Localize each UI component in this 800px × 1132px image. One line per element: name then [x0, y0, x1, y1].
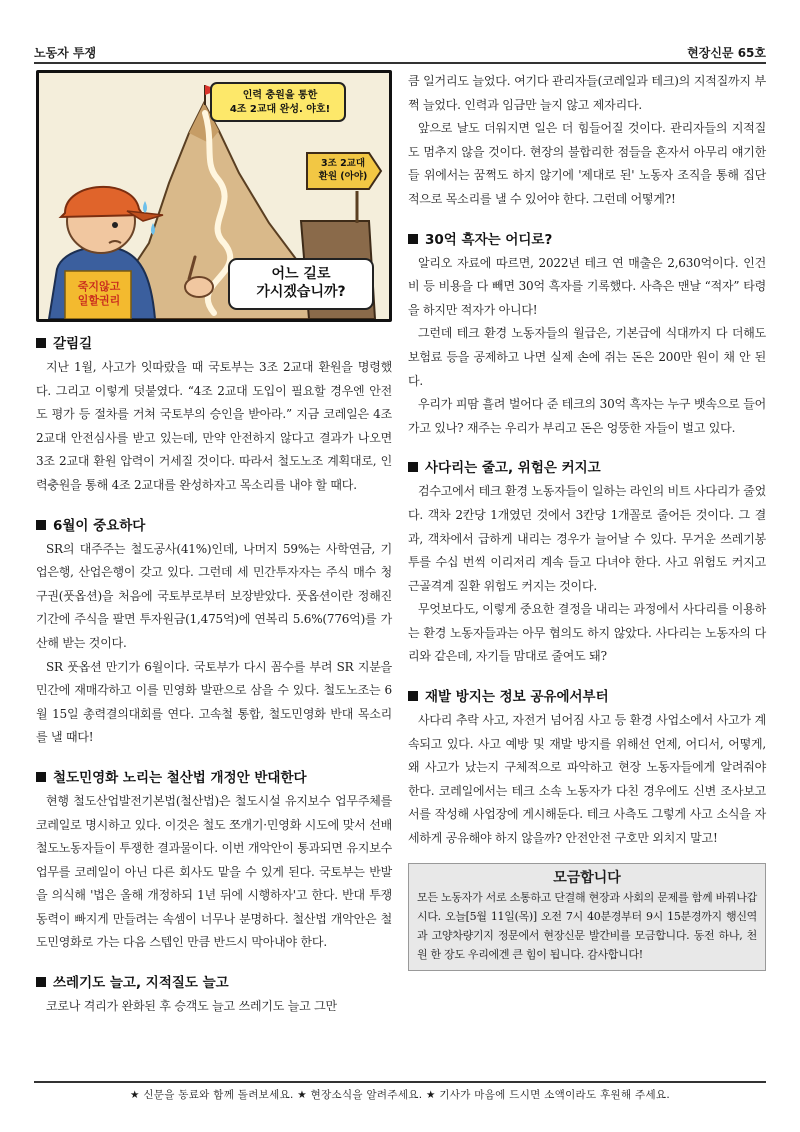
issue-number: 현장신문 65호	[687, 46, 766, 60]
article-section	[36, 334, 392, 498]
notice-body: 모든 노동자가 서로 소통하고 단결해 현장과 사회의 문제를 함께 바꿔나갑시다. 오늘[5월 11일(목)] 오전 7시 40분경부터 9시 15분경까지 행신역과 고양차량기지 정문에서 현장신문 발간비를 모금합니다. 동전 하나, 천 원 한 장도 우리에겐 큰 힘이 됩니다. 감사합니다!	[417, 890, 757, 961]
section-heading	[408, 458, 766, 478]
right-column	[408, 70, 766, 971]
paragraph: SR 풋옵션 만기가 6월이다. 국토부가 다시 꼼수를 부려 SR 지분을 민간에 재매각하고 이를 민영화 발판으로 삼을 수 있다. 철도노조는 6월 15일 총력결의대회를 연다. 고속철 통합, 철도민영화 반대 목소리를 낼 때다!	[36, 659, 392, 745]
sign-line-2: 환원 (아야)	[318, 171, 368, 182]
heading-text: 6월이 중요하다	[53, 517, 146, 534]
header-divider	[34, 62, 766, 64]
section-heading	[36, 768, 392, 788]
paragraph: 우리가 피땀 흘려 벌어다 준 테크의 30억 흑자는 누구 뱃속으로 들어가고 있나? 재주는 우리가 부리고 돈은 엉뚱한 자들이 벌고 있다.	[408, 397, 766, 435]
fundraising-notice-box	[408, 863, 766, 971]
paragraph: 검수고에서 테크 환경 노동자들이 일하는 라인의 비트 사다리가 줄었다. 객차 2칸당 1개였던 것에서 3칸당 1개꼴로 줄어든 것이다. 그 결과, 객차에서 급하게 내리는 경우가 늘어날 수 있다. 무거운 쓰레기봉투를 수십 번씩 이리저리 계속 들고 다녀야 한다. 사고 위험도 커지고 근골격계 질환 위험도 커지는 것이다.	[408, 484, 766, 593]
bullet-square-icon	[36, 977, 46, 987]
notice-title: 모금합니다	[553, 869, 621, 886]
vest-slogan	[69, 280, 129, 308]
paragraph: 코로나 격리가 완화된 후 승객도 늘고 쓰레기도 늘고 그만	[46, 999, 337, 1014]
cartoon-illustration	[36, 70, 392, 322]
heading-text: 사다리는 줄고, 위험은 커지고	[425, 460, 601, 477]
continued-paragraph: 앞으로 날도 더워지면 일은 더 힘들어질 것이다. 관리자들의 지적질도 멈추지 않을 것이다. 현장의 불합리한 점들을 혼자서 아무리 얘기한들 위에서는 꿈쩍도 하지 않기에 '제대로 된' 노동자 조직을 통해 집단적으로 목소리를 낼 수 있어야 한다. 그런데 어떻게?!	[408, 121, 766, 206]
paragraph: 현행 철도산업발전기본법(철산법)은 철도시설 유지보수 업무주체를 코레일로 명시하고 있다. 이것은 철도 쪼개기·민영화 시도에 맞서 선배 철도노동자들이 투쟁한 결과물이다. 이번 개악안이 통과되면 유지보수 업무를 코레일이 아닌 다른 회사도 맡을 수 있게 된다. 국토부는 반발을 의식해 '법은 올해 개정하되 1년 뒤에 시행하자'고 한다. 반대 투쟁 동력이 빠지게 만들려는 속셈이 너무나 분명하다. 철산법 개악안은 철도민영화로 가는 다음 스텝인 만큼 반드시 막아내야 한다.	[36, 793, 392, 950]
heading-text: 쓰레기도 늘고, 지적질도 늘고	[53, 975, 229, 992]
heading-text: 30억 흑자는 어디로?	[425, 231, 553, 248]
article-section	[36, 768, 392, 955]
peak-speech-bubble	[213, 85, 347, 121]
section-heading	[36, 334, 392, 354]
paragraph: 알리오 자료에 따르면, 2022년 테크 연 매출은 2,630억이다. 인건비 등 비용을 다 빼면 30억 흑자를 기록했다. 사측은 맨날 “적자” 타령을 하지만 적자가 아니다!	[408, 255, 766, 317]
section-heading	[408, 230, 766, 250]
bullet-square-icon	[408, 691, 418, 701]
peak-bubble-line-1: 인력 충원을 통한	[242, 90, 318, 101]
heading-text: 철도민영화 노리는 철산법 개정안 반대한다	[53, 769, 307, 786]
heading-text: 갈림길	[53, 336, 93, 352]
bullet-square-icon	[36, 520, 46, 530]
bullet-square-icon	[408, 462, 418, 472]
section-heading	[36, 973, 392, 993]
section-heading	[408, 687, 766, 707]
heading-text: 재발 방지는 정보 공유에서부터	[425, 689, 609, 706]
article-section	[408, 458, 766, 669]
paragraph: 그런데 테크 환경 노동자들의 월급은, 기본급에 식대까지 다 더해도 보험료 등을 공제하고 나면 실제 손에 쥐는 돈은 200만 원이 채 안 된다.	[408, 326, 766, 388]
footer-divider	[34, 1081, 766, 1083]
article-section	[408, 687, 766, 851]
article-section	[36, 516, 392, 750]
continued-paragraph: 큼 일거리도 늘었다. 여기다 관리자들(코레일과 테크)의 지적질까지 부쩍 늘었다. 인력과 임금만 늘지 않고 제자리다.	[408, 74, 766, 112]
bullet-square-icon	[36, 772, 46, 782]
vest-line-2: 일할권리	[77, 294, 121, 307]
paragraph: SR의 대주주는 철도공사(41%)인데, 나머지 59%는 사학연금, 기업은행, 산업은행이 갖고 있다. 그런데 세 민간투자자는 주식 매수 청구권(풋옵션)을 처음에 국토부로부터 보장받았다. 풋옵션이란 정해진 기간에 주식을 팔면 투자원금(1,475억)에 연복리 5.6%(776억)를 가산해 받는 것이다.	[36, 541, 392, 650]
sign-line-1: 3조 2교대	[320, 158, 366, 169]
page-footer: ★ 신문을 동료와 함께 돌려보세요. ★ 현장소식을 알려주세요. ★ 기사가 마음에 드시면 소액이라도 후원해 주세요.	[129, 1089, 671, 1101]
paragraph: 무엇보다도, 이렇게 중요한 결정을 내리는 과정에서 사다리를 이용하는 환경 노동자들과는 아무 협의도 하지 않았다. 사다리는 노동자의 다리와 같은데, 자기들 맘대로 줄여도 돼?	[408, 602, 766, 664]
peak-bubble-line-2: 4조 2교대 완성. 야호!	[229, 104, 331, 115]
bullet-square-icon	[36, 338, 46, 348]
article-section	[36, 973, 392, 1019]
question-speech-bubble	[231, 261, 371, 307]
page-header	[34, 40, 766, 64]
bullet-square-icon	[408, 234, 418, 244]
vest-line-1: 죽지않고	[77, 280, 121, 293]
question-line-1: 어느 길로	[271, 266, 331, 282]
paragraph: 사다리 추락 사고, 자전거 넘어짐 사고 등 환경 사업소에서 사고가 계속되고 있다. 사고 예방 및 재발 방지를 위해선 언제, 어디서, 어떻게, 왜 사고가 났는지 구체적으로 파악하고 현장 노동자들에게 알려줘야 한다. 코레일에서는 테크 소속 노동자가 다친 경우에도 신변 조사보고서를 작성해 사업장에 게시해둔다. 테크 사측도 그렇게 사고 소식을 자세하게 공유해야 하지 않을까? 안전안전 구호만 외치지 말고!	[408, 713, 766, 846]
left-column	[36, 70, 392, 1019]
section-name: 노동자 투쟁	[34, 46, 97, 60]
question-line-2: 가시겠습니까?	[256, 284, 346, 300]
article-section	[408, 230, 766, 441]
section-heading	[36, 516, 392, 536]
sign-text	[311, 153, 375, 189]
paragraph: 지난 1월, 사고가 잇따랐을 때 국토부는 3조 2교대 환원을 명령했다. 그리고 이렇게 덧붙였다. “4조 2교대 도입이 필요할 경우엔 안전도 평가 등 절차를 거쳐 국토부의 승인을 받아라.” 지금 코레일은 4조 2교대 안전심사를 받고 있는데, 만약 안전하지 않다고 결과가 나오면 3조 2교대 환원 압력이 거세질 것이다. 따라서 철도노조 계획대로, 인력충원을 통해 4조 2교대를 완성하자고 목소리를 내야 할 때다.	[36, 360, 392, 492]
